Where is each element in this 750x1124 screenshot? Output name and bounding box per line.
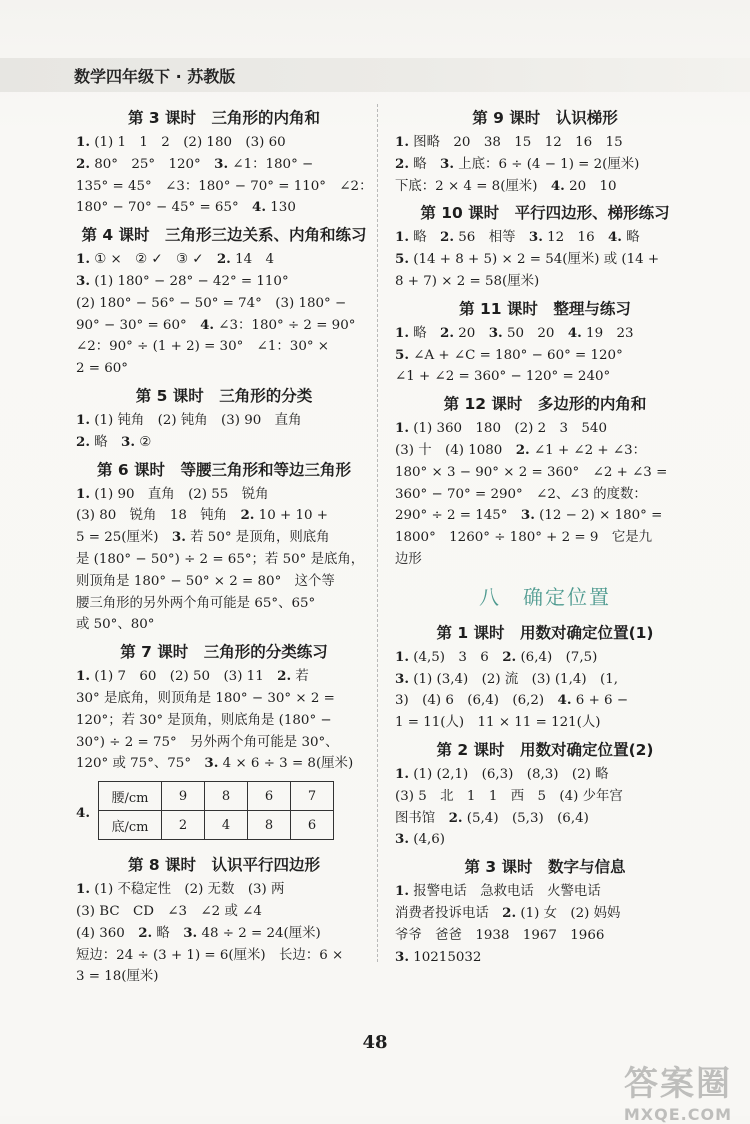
- answer-line: 2. 略 3. ②: [76, 433, 152, 450]
- answer-line: (3) 80 锐角 18 钝角 2. 10 + 10 +: [76, 507, 328, 524]
- section-title: 第 4 课时 三角形三边关系、内角和练习: [81, 226, 367, 245]
- question-number: 2.: [440, 324, 455, 341]
- answer-line: 2. 80° 25° 120° 3. ∠1：180° −: [76, 155, 314, 172]
- section-title: 第 3 课时 数字与信息: [464, 858, 626, 877]
- answer-line: 或 50°、80°: [76, 617, 155, 633]
- watermark-url: MXQE.COM: [623, 1105, 732, 1124]
- answer-line: 1. (1) 90 直角 (2) 55 锐角: [76, 485, 269, 502]
- answer-line: 1. (1) (2,1) (6,3) (8,3) (2) 略: [395, 765, 609, 782]
- question-number: 2.: [138, 924, 153, 941]
- question-number: 2.: [448, 809, 463, 826]
- table-cell: 8: [205, 782, 248, 811]
- question-number: 3.: [76, 272, 90, 289]
- answer-line: 图书馆 2. (5,4) (5,3) (6,4): [395, 809, 589, 826]
- answer-line: 180° − 70° − 45° = 65° 4. 130: [76, 199, 296, 216]
- answer-line: 下底：2 × 4 = 8(厘米) 4. 20 10: [395, 177, 617, 194]
- answer-line: 3. 10215032: [395, 948, 482, 965]
- question-number: 1.: [395, 420, 409, 437]
- section-title: 第 8 课时 认识平行四边形: [127, 856, 321, 875]
- answer-line: 3 = 18(厘米): [76, 969, 159, 985]
- watermark-logo: 答案圈: [624, 1064, 732, 1104]
- answer-line: 短边：24 ÷ (3 + 1) = 6(厘米) 长边：6 ×: [76, 947, 344, 963]
- column-divider: [377, 104, 378, 962]
- answer-line: 1. 图略 20 38 15 12 16 15: [395, 134, 623, 150]
- answer-line: (3) BC CD ∠3 ∠2 或 ∠4: [76, 903, 262, 919]
- question-number: 5.: [395, 346, 409, 363]
- answer-line: 2. 略 3. 上底：6 ÷ (4 − 1) = 2(厘米): [395, 155, 640, 172]
- answer-line: 则顶角是 180° − 50° × 2 = 80° 这个等: [76, 573, 335, 589]
- answer-line: 1. (4,5) 3 6 2. (6,4) (7,5): [395, 648, 598, 665]
- question-number: 4.: [557, 692, 572, 709]
- question-number: 2.: [277, 668, 292, 685]
- answer-line: 5. (14 + 8 + 5) × 2 = 54(厘米) 或 (14 +: [395, 251, 660, 268]
- question-number: 1.: [76, 411, 90, 428]
- answer-line: 2 = 60°: [76, 361, 128, 377]
- question-number: 1.: [395, 324, 409, 341]
- question-number: 2.: [440, 229, 455, 246]
- answer-line: 180° × 3 − 90° × 2 = 360° ∠2 + ∠3 =: [395, 464, 668, 480]
- question-number: 3.: [520, 507, 535, 524]
- question-number: 3.: [183, 924, 198, 941]
- question-number: 2.: [395, 155, 409, 172]
- section-title: 第 5 课时 三角形的分类: [135, 386, 313, 405]
- question-number: 3.: [121, 433, 136, 450]
- answer-line: 3) (4) 6 (6,4) (6,2) 4. 6 + 6 −: [395, 692, 629, 709]
- answer-line: 1. ① × ② ✓ ③ ✓ 2. 14 4: [76, 251, 275, 268]
- answer-line: ∠2：90° ÷ (1 + 2) = 30° ∠1：30° ×: [76, 339, 330, 355]
- left-column: [76, 102, 372, 988]
- question-number: 1.: [76, 485, 90, 502]
- answer-line: 8 + 7) × 2 = 58(厘米): [395, 273, 540, 289]
- question-number: 4.: [200, 316, 215, 333]
- question-number: 5.: [395, 251, 409, 268]
- section-title: 第 3 课时 三角形的内角和: [127, 109, 321, 127]
- answer-line: (4) 360 2. 略 3. 48 ÷ 2 = 24(厘米): [76, 924, 321, 941]
- question-number: 4.: [252, 199, 267, 216]
- question-number: 1.: [395, 229, 409, 246]
- question-number: 2.: [76, 155, 90, 172]
- answer-line: 1. (1) 360 180 (2) 2 3 540: [395, 420, 607, 437]
- answer-line: (3) 5 北 1 1 西 5 (4) 少年宫: [395, 788, 623, 804]
- table-cell: 6: [291, 811, 334, 840]
- table-cell: 9: [162, 782, 205, 811]
- answer-line: ∠1 + ∠2 = 360° − 120° = 240°: [395, 369, 611, 385]
- answer-line: 360° − 70° = 290° ∠2、∠3 的度数：: [395, 486, 647, 502]
- table-cell: 7: [291, 782, 334, 811]
- answer-line: 90° − 30° = 60° 4. ∠3：180° ÷ 2 = 90°: [76, 316, 356, 333]
- question-number: 4.: [607, 229, 622, 246]
- answer-line: 3. (1) (3,4) (2) 流 (3) (1,4) (1,: [395, 670, 618, 687]
- answer-line: 消费者投诉电话 2. (1) 女 (2) 妈妈: [395, 904, 621, 921]
- answer-table-block: [76, 781, 372, 849]
- question-number: 4.: [567, 324, 582, 341]
- question-number: 1.: [76, 881, 90, 898]
- answer-line: 1. (1) 7 60 (2) 50 (3) 11 2. 若: [76, 668, 309, 685]
- table-row-header: 底/cm: [99, 811, 162, 840]
- answer-line: 120° 或 75°、75° 3. 4 × 6 ÷ 3 = 8(厘米): [76, 755, 354, 772]
- question-number: 3.: [488, 324, 503, 341]
- chapter-title: 八 确定位置: [479, 584, 611, 609]
- question-number: 2.: [502, 904, 517, 921]
- question-number: 2.: [240, 507, 255, 524]
- watermark: [624, 1056, 732, 1124]
- table-cell: 4: [205, 811, 248, 840]
- question-number: 2.: [76, 433, 90, 450]
- book-title: 数学四年级下 · 苏教版: [74, 67, 236, 86]
- answer-line: 腰三角形的另外两个角可能是 65°、65°: [76, 595, 316, 611]
- section-title: 第 10 课时 平行四边形、梯形练习: [420, 204, 670, 223]
- answer-line: 135° = 45° ∠3：180° − 70° = 110° ∠2：: [76, 178, 372, 194]
- answer-line: (2) 180° − 56° − 50° = 74° (3) 180° −: [76, 295, 347, 311]
- right-column: [395, 102, 695, 968]
- question-number: 1.: [395, 883, 409, 900]
- question-number: 3.: [440, 155, 455, 172]
- answer-line: 边形: [395, 551, 422, 567]
- question-number: 3.: [204, 755, 219, 772]
- table-row-header: 腰/cm: [99, 782, 162, 811]
- answer-line: 1. (1) 钝角 (2) 钝角 (3) 90 直角: [76, 411, 302, 428]
- answer-line: 120°；若 30° 是顶角，则底角是 (180° −: [76, 712, 332, 728]
- section-title: 第 7 课时 三角形的分类练习: [120, 643, 328, 662]
- answer-line: 5 = 25(厘米) 3. 若 50° 是顶角，则底角: [76, 529, 330, 546]
- question-number: 3.: [395, 948, 409, 965]
- question-number: 3.: [171, 529, 186, 546]
- question-number: 2.: [216, 251, 231, 268]
- answer-line: 1. (1) 1 1 2 (2) 180 (3) 60: [76, 134, 286, 150]
- question-number: 3.: [395, 831, 409, 848]
- answer-line: 爷爷 爸爸 1938 1967 1966: [395, 927, 605, 943]
- question-number: 1.: [76, 134, 90, 150]
- question-number: 3.: [528, 229, 543, 246]
- question-number: 1.: [76, 251, 90, 268]
- section-title: 第 11 课时 整理与练习: [459, 299, 631, 318]
- question-number: 2.: [515, 441, 530, 458]
- page-number: 48: [362, 1032, 388, 1053]
- question-number: 1.: [395, 765, 409, 782]
- answer-line: 5. ∠A + ∠C = 180° − 60° = 120°: [395, 346, 623, 363]
- section-title: 第 12 课时 多边形的内角和: [443, 395, 647, 414]
- section-title: 第 6 课时 等腰三角形和等边三角形: [96, 460, 352, 479]
- section-title: 第 9 课时 认识梯形: [472, 109, 618, 127]
- answer-line: 1. 略 2. 20 3. 50 20 4. 19 23: [395, 324, 634, 341]
- answer-line: 290° ÷ 2 = 145° 3. (12 − 2) × 180° =: [395, 507, 663, 524]
- question-number: 2.: [502, 648, 517, 665]
- section-title: 第 1 课时 用数对确定位置(1): [436, 623, 654, 642]
- table-cell: 2: [162, 811, 205, 840]
- table-row: [99, 811, 334, 840]
- question-number: 1.: [76, 668, 90, 685]
- question-number: 3.: [214, 155, 229, 172]
- answer-line: (3) 十 (4) 1080 2. ∠1 + ∠2 + ∠3：: [395, 441, 647, 458]
- table-cell: 8: [248, 811, 291, 840]
- answer-line: 1. 略 2. 56 相等 3. 12 16 4. 略: [395, 229, 640, 246]
- question-number: 1.: [395, 134, 409, 150]
- question-number: 3.: [395, 670, 409, 687]
- table-cell: 6: [248, 782, 291, 811]
- answer-line: 1. 报警电话 急救电话 火警电话: [395, 883, 601, 900]
- answer-line: 3. (4,6): [395, 831, 445, 848]
- answer-line: 1. (1) 不稳定性 (2) 无数 (3) 两: [76, 881, 285, 898]
- table-row: [99, 782, 334, 811]
- answer-line: 3. (1) 180° − 28° − 42° = 110°: [76, 272, 289, 289]
- question-number: 1.: [395, 648, 409, 665]
- answer-line: 30° 是底角，则顶角是 180° − 30° × 2 =: [76, 690, 335, 706]
- answer-line: 1800° 1260° ÷ 180° + 2 = 9 它是九: [395, 530, 652, 546]
- answer-line: 1 = 11(人) 11 × 11 = 121(人): [395, 715, 601, 731]
- answer-line: 30°) ÷ 2 = 75° 另外两个角可能是 30°、: [76, 734, 339, 750]
- question-number: 4.: [550, 177, 565, 194]
- answer-line: 是 (180° − 50°) ÷ 2 = 65°；若 50° 是底角，: [76, 551, 365, 567]
- table-question-number: 4.: [76, 805, 90, 822]
- answer-table: [98, 781, 334, 840]
- section-title: 第 2 课时 用数对确定位置(2): [436, 740, 654, 759]
